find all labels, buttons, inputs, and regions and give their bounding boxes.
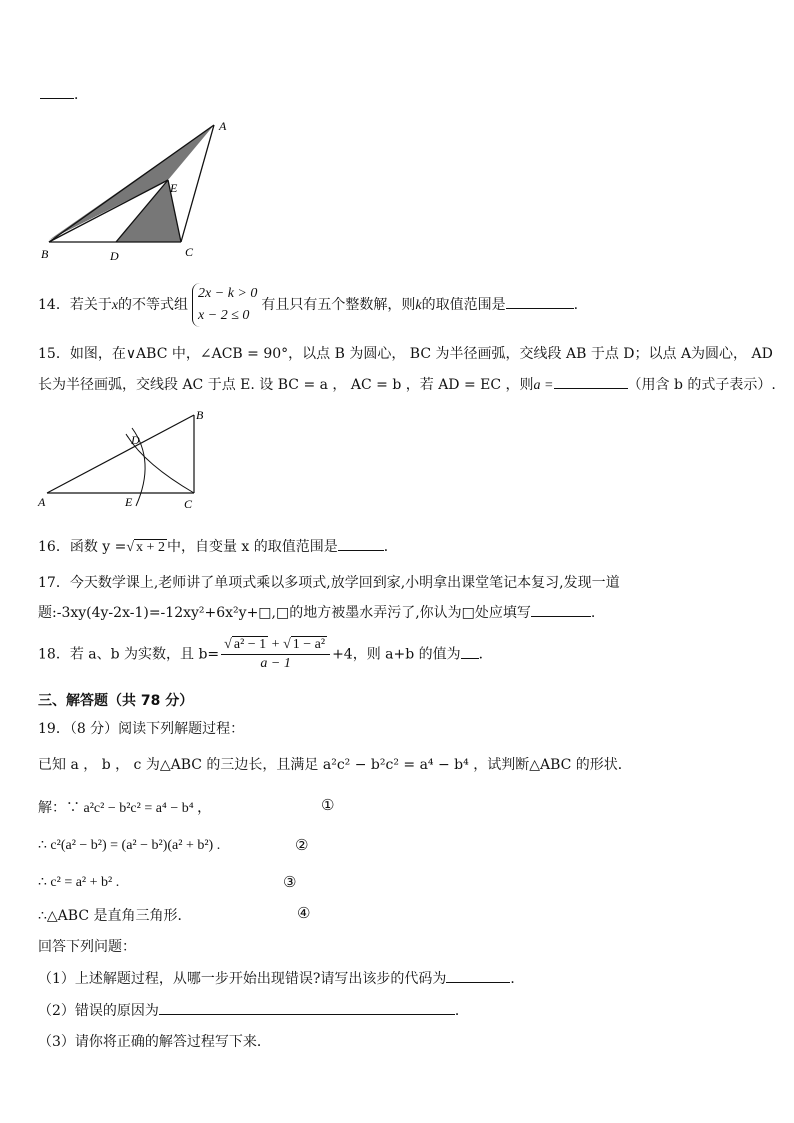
q14-answer-blank[interactable]: [506, 294, 574, 309]
q14-var-k: k: [415, 298, 422, 313]
question-19-head: 19．（8 分）阅读下列解题过程：: [38, 721, 245, 737]
section-title: 三、解答题（共 78 分）: [38, 693, 194, 709]
segment-ab: [47, 415, 194, 493]
q18-denominator: a − 1: [260, 656, 291, 671]
q14-text-end: 的取值范围是: [421, 297, 506, 313]
period: ．: [510, 971, 525, 987]
q17-answer-blank[interactable]: [531, 602, 591, 617]
q17-text: 题:-3xy(4y-2x-1)=-12xy²+6x²y+□,□的地方被墨水弄污了,你认为□处应填写: [38, 605, 531, 621]
q14-text-after: 有且只有五个整数解，则: [261, 297, 416, 313]
period: ．: [383, 539, 398, 555]
q16-radicand: x + 2: [136, 540, 165, 555]
step-marker-3: ③: [283, 873, 297, 891]
q18-radicand-b: 1 − a²: [292, 637, 326, 652]
triangle-figure-15: [34, 406, 214, 510]
q14-var-x: x: [111, 298, 119, 313]
question-15-line-1: 15．如图，在∨ABC 中，∠ACB = 90°，以点 B 为圆心， BC 为半径画弧，交线段 AB 于点 D；以点 A为圆心， AD: [38, 346, 773, 362]
label-d: D: [110, 249, 119, 263]
period: ．: [478, 646, 493, 663]
solution-step-1: 解：∵ a²c² − b²c² = a⁴ − b⁴ ，: [38, 801, 212, 816]
label-e: E: [125, 495, 133, 509]
label-a: A: [219, 119, 227, 133]
inequality-system: [192, 283, 257, 327]
label-d: D: [131, 433, 140, 447]
answer-head: 回答下列问题：: [38, 939, 136, 955]
step-marker-4: ④: [297, 904, 311, 922]
triangle-figure-13: [36, 118, 236, 266]
period: ．: [74, 87, 88, 103]
solution-step-4: ∴△ABC 是直角三角形．: [38, 908, 192, 924]
sub1-text: （1）上述解题过程，从哪一步开始出现错误?请写出该步的代码为: [38, 971, 447, 987]
label-c: C: [184, 497, 193, 510]
label-a: A: [38, 495, 46, 509]
inequality-2: x − 2 ≤ 0: [198, 308, 250, 323]
q15-var-a: a =: [533, 378, 554, 393]
question-19-given: 已知 a ， b ， c 为△ABC 的三边长，且满足 a²c² − b²c² = a⁴ − b⁴ ，试判断△ABC 的形状．: [38, 757, 632, 773]
q18-fraction: $\frac{\text{√ a² − 1 + √ 1 − a²}}{a - 1}$: [221, 636, 330, 673]
inequality-1: 2x − k > 0: [198, 286, 258, 301]
step-marker-1: ①: [321, 796, 335, 814]
solution-step-2: ∴ c²(a² − b²) = (a² − b²)(a² + b²) .: [38, 838, 221, 853]
q14-text-mid: 的不等式组: [118, 297, 189, 313]
q14-text: 14．若关于: [38, 297, 112, 313]
sub-question-3: （3）请你将正确的解答过程写下来．: [38, 1034, 271, 1050]
q16-answer-blank[interactable]: [338, 536, 384, 551]
sub-question-2: [38, 1000, 469, 1020]
step-marker-2: ②: [295, 836, 309, 854]
period: .: [590, 605, 596, 621]
question-17-line-1: 17．今天数学课上,老师讲了单项式乘以多项式,放学回到家,小明拿出课堂笔记本复习,发现一道: [38, 575, 620, 591]
sub2-answer-blank[interactable]: [159, 1000, 455, 1015]
label-b: B: [196, 408, 204, 422]
answer-blank[interactable]: [40, 84, 74, 99]
q18-radicand-a: a² − 1: [233, 637, 267, 652]
question-17-line-2: [38, 602, 595, 622]
q16-text: 16．函数 y =: [38, 539, 127, 555]
label-c: C: [185, 245, 194, 259]
prev-question-answer-line: [40, 84, 88, 104]
sub1-answer-blank[interactable]: [446, 968, 510, 983]
question-18: [38, 636, 493, 673]
sub-question-1: [38, 968, 524, 988]
period: .: [573, 297, 579, 313]
period: ．: [454, 1003, 469, 1019]
label-b: B: [41, 247, 49, 261]
q18-text-b: +4，则 a+b 的值为: [332, 646, 461, 663]
question-15-line-2: [38, 374, 776, 394]
question-14: [38, 283, 578, 327]
solution-step-3: ∴ c² = a² + b² .: [38, 875, 120, 890]
q15-text-end: （用含 b 的式子表示）.: [627, 377, 776, 393]
q18-answer-blank[interactable]: [461, 644, 479, 659]
q18-text: 18．若 a、b 为实数，且 b=: [38, 646, 220, 663]
q15-answer-blank[interactable]: [554, 374, 628, 389]
question-16: 16．函数 y =√ x + 2 中，自变量 x 的取值范围是 ．: [38, 536, 398, 556]
q15-text: 长为半径画弧，交线段 AC 于点 E. 设 BC = a ， AC = b ，若 AD = EC ，则: [38, 377, 534, 393]
label-e: E: [170, 181, 178, 195]
sub2-text: （2）错误的原因为: [38, 1003, 159, 1019]
q16-text-b: 中，自变量 x 的取值范围是: [166, 539, 338, 555]
